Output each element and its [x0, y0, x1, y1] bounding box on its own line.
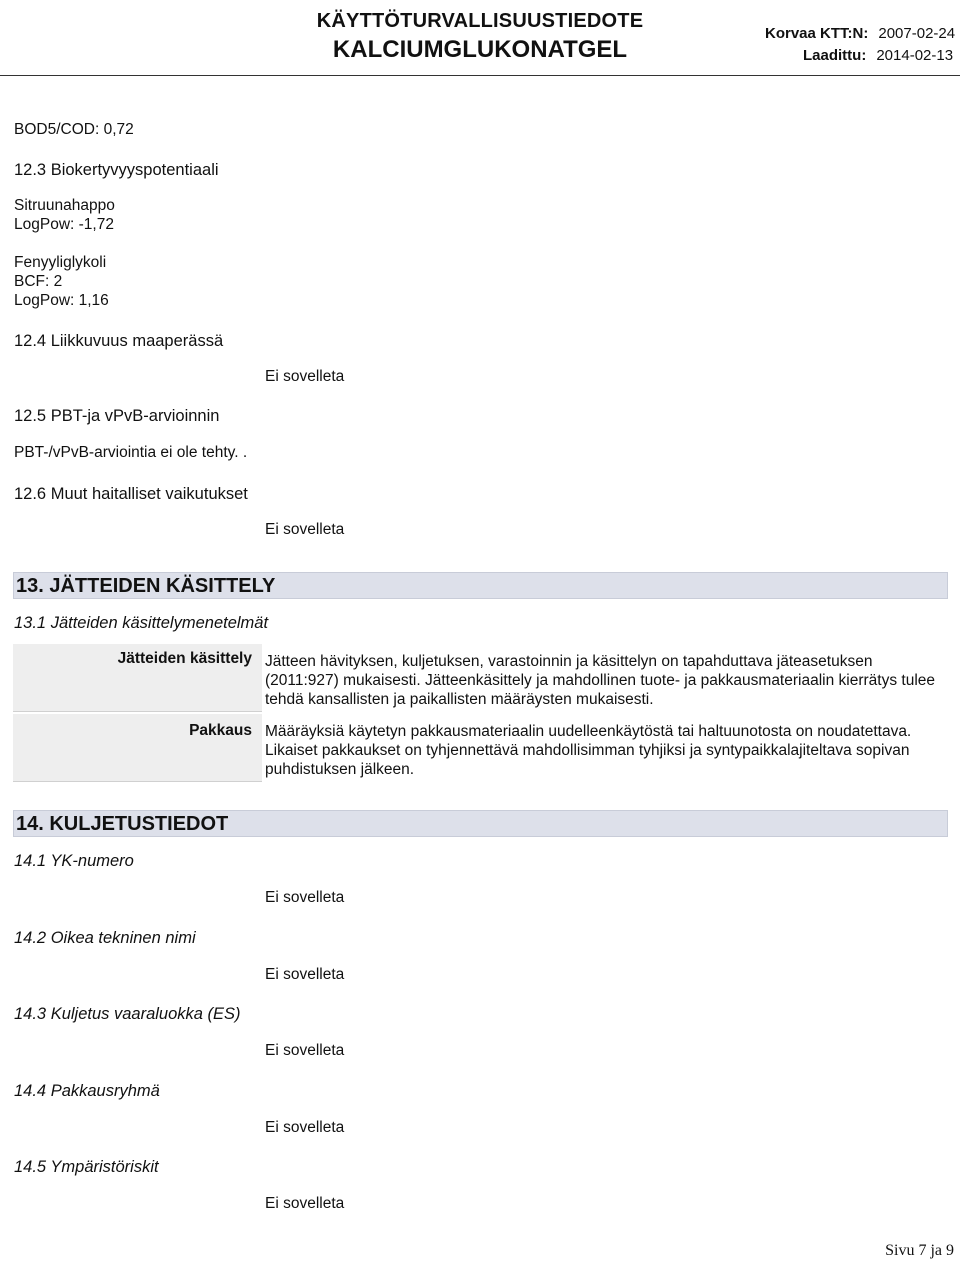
phenylglycol-name: Fenyyliglykoli [14, 254, 107, 271]
prepared-date: 2014-02-13 [876, 47, 954, 64]
section-13-title: 13. JÄTTEIDEN KÄSITTELY [16, 575, 276, 597]
un-number-heading: 14.1 YK-numero [14, 852, 134, 870]
document-title: KÄYTTÖTURVALLISUUSTIEDOTE [316, 10, 644, 32]
other-effects-heading: 12.6 Muut haitalliset vaikutukset [14, 485, 248, 503]
waste-methods-heading: 13.1 Jätteiden käsittelymenetelmät [14, 614, 269, 632]
environmental-hazards-value: Ei sovelleta [265, 1195, 345, 1212]
replaces-date: 2007-02-24 [878, 25, 956, 42]
phenylglycol-bcf: BCF: 2 [14, 273, 63, 290]
soil-mobility-value: Ei sovelleta [265, 368, 345, 385]
packing-group-value: Ei sovelleta [265, 1119, 345, 1136]
waste-treatment-text: Jätteen hävityksen, kuljetuksen, varastoinnin ja käsittelyn on tapahduttava jäteasetuksen (2011:927) mukaisesti. Jätteenkäsittely ja mahdollinen tuote- ja pakkausmateriaalin kierrätys tulee tehdä kansallisten ja paikallisten määräysten mukaisesti. [265, 653, 936, 708]
replaces-label: Korvaa KTT:N: [765, 25, 869, 42]
prepared-info [803, 47, 953, 64]
product-name: KALCIUMGLUKONATGEL [332, 36, 628, 63]
packaging-label: Pakkaus [189, 722, 252, 739]
bioaccumulation-heading: 12.3 Biokertyvyyspotentiaali [14, 161, 219, 179]
packaging-label-cell [13, 714, 262, 782]
pbt-value: PBT-/vPvB-arviointia ei ole tehty. . [14, 444, 248, 461]
environmental-hazards-heading: 14.5 Ympäristöriskit [14, 1158, 159, 1176]
citric-acid-logpow: LogPow: -1,72 [14, 216, 114, 233]
header-divider [0, 75, 960, 76]
waste-treatment-label-cell [13, 644, 262, 712]
shipping-name-value: Ei sovelleta [265, 966, 345, 983]
citric-acid-name: Sitruunahappo [14, 197, 115, 214]
pbt-heading: 12.5 PBT-ja vPvB-arvioinnin [14, 407, 220, 425]
packing-group-heading: 14.4 Pakkausryhmä [14, 1082, 160, 1100]
other-effects-value: Ei sovelleta [265, 521, 345, 538]
prepared-label: Laadittu: [803, 47, 867, 64]
un-number-value: Ei sovelleta [265, 889, 345, 906]
soil-mobility-heading: 12.4 Liikkuvuus maaperässä [14, 332, 224, 350]
waste-treatment-label: Jätteiden käsittely [117, 650, 252, 667]
shipping-name-heading: 14.2 Oikea tekninen nimi [14, 929, 196, 947]
section-14-title: 14. KULJETUSTIEDOT [16, 813, 229, 835]
section-13-header [13, 572, 948, 599]
hazard-class-heading: 14.3 Kuljetus vaaraluokka (ES) [14, 1005, 241, 1023]
replaces-info [765, 25, 955, 42]
phenylglycol-logpow: LogPow: 1,16 [14, 292, 109, 309]
hazard-class-value: Ei sovelleta [265, 1042, 345, 1059]
section-14-header [13, 810, 948, 837]
packaging-text: Määräyksiä käytetyn pakkausmateriaalin uudelleenkäytöstä tai haltuunotosta on noudatettava. Likaiset pakkaukset on tyhjennettävä mahdollisimman tyhjiksi ja syntypaikkalajiteltava sopivan puhdistuksen jälkeen. [265, 723, 912, 778]
bod-cod-ratio: BOD5/COD: 0,72 [14, 121, 134, 138]
page-number: Sivu 7 ja 9 [885, 1242, 954, 1259]
